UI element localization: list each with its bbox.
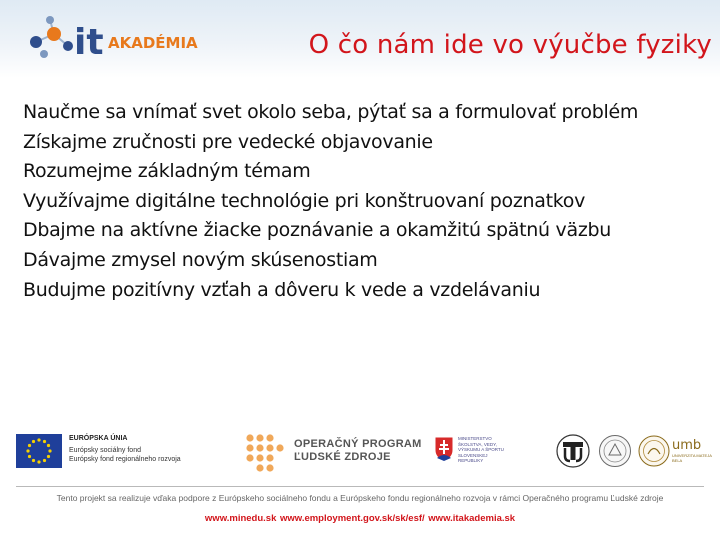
tu-logo-icon — [556, 434, 590, 468]
funding-note: Tento projekt sa realizuje vďaka podpore z Európskeho sociálneho fondu a Európskeho fondu regionálneho rozvoja v rámci Operačného programu Ľudské zdroje — [56, 493, 664, 503]
op-dots-icon — [244, 432, 284, 472]
slovak-crest-icon — [434, 436, 454, 462]
list-item: Získajme zručnosti pre vedecké objavovanie — [23, 130, 433, 153]
it-akademia-logo — [24, 12, 224, 68]
eu-title: EURÓPSKA ÚNIA — [69, 435, 128, 442]
molecule-icon — [30, 16, 73, 58]
content-list — [23, 98, 713, 305]
op-line1: OPERAČNÝ PROGRAM — [294, 438, 422, 450]
logo-akademia-text: AKADÉMIA — [108, 34, 198, 52]
list-item: Dbajme na aktívne žiacke poznávanie a okamžitú spätnú väzbu — [23, 219, 611, 242]
list-item: Dávajme zmysel novým skúsenostiam — [23, 248, 378, 271]
footer-links[interactable]: www.minedu.sk www.employment.gov.sk/sk/esf/ www.itakademia.sk — [204, 513, 516, 524]
list-item: Rozumejme základným témam — [23, 160, 311, 183]
footer-divider — [16, 486, 704, 487]
eu-flag-icon — [16, 434, 62, 468]
umb-word: umb — [672, 438, 702, 453]
op-logo-text — [294, 438, 422, 464]
eu-erdf: Európsky fond regionálneho rozvoja — [69, 456, 181, 463]
university-seal-icon — [598, 434, 632, 468]
logo-it-text: it — [74, 22, 104, 63]
partner-logos-bar — [0, 428, 720, 476]
list-item: Budujme pozitívny vzťah a dôveru k vede a vzdelávaniu — [23, 278, 541, 301]
list-item: Naučme sa vnímať svet okolo seba, pýtať sa a formulovať problém — [23, 101, 639, 123]
eu-esf: Európsky sociálny fond — [69, 447, 141, 454]
ministry-text: MINISTERSTVO ŠKOLSTVA, VEDY, VÝSKUMU A ŠPORTU SLOVENSKEJ REPUBLIKY — [458, 436, 504, 463]
faculty-seal-icon — [638, 434, 670, 468]
eu-logo-text — [69, 434, 181, 464]
page-title: O čo nám ide vo výučbe fyziky — [308, 30, 712, 60]
umb-subtitle: UNIVERZITA MATEJA BELA — [672, 453, 712, 463]
op-line2: ĽUDSKÉ ZDROJE — [294, 451, 391, 463]
list-item: Využívajme digitálne technológie pri konštruovaní poznatkov — [23, 189, 586, 212]
umb-logo — [672, 438, 712, 468]
